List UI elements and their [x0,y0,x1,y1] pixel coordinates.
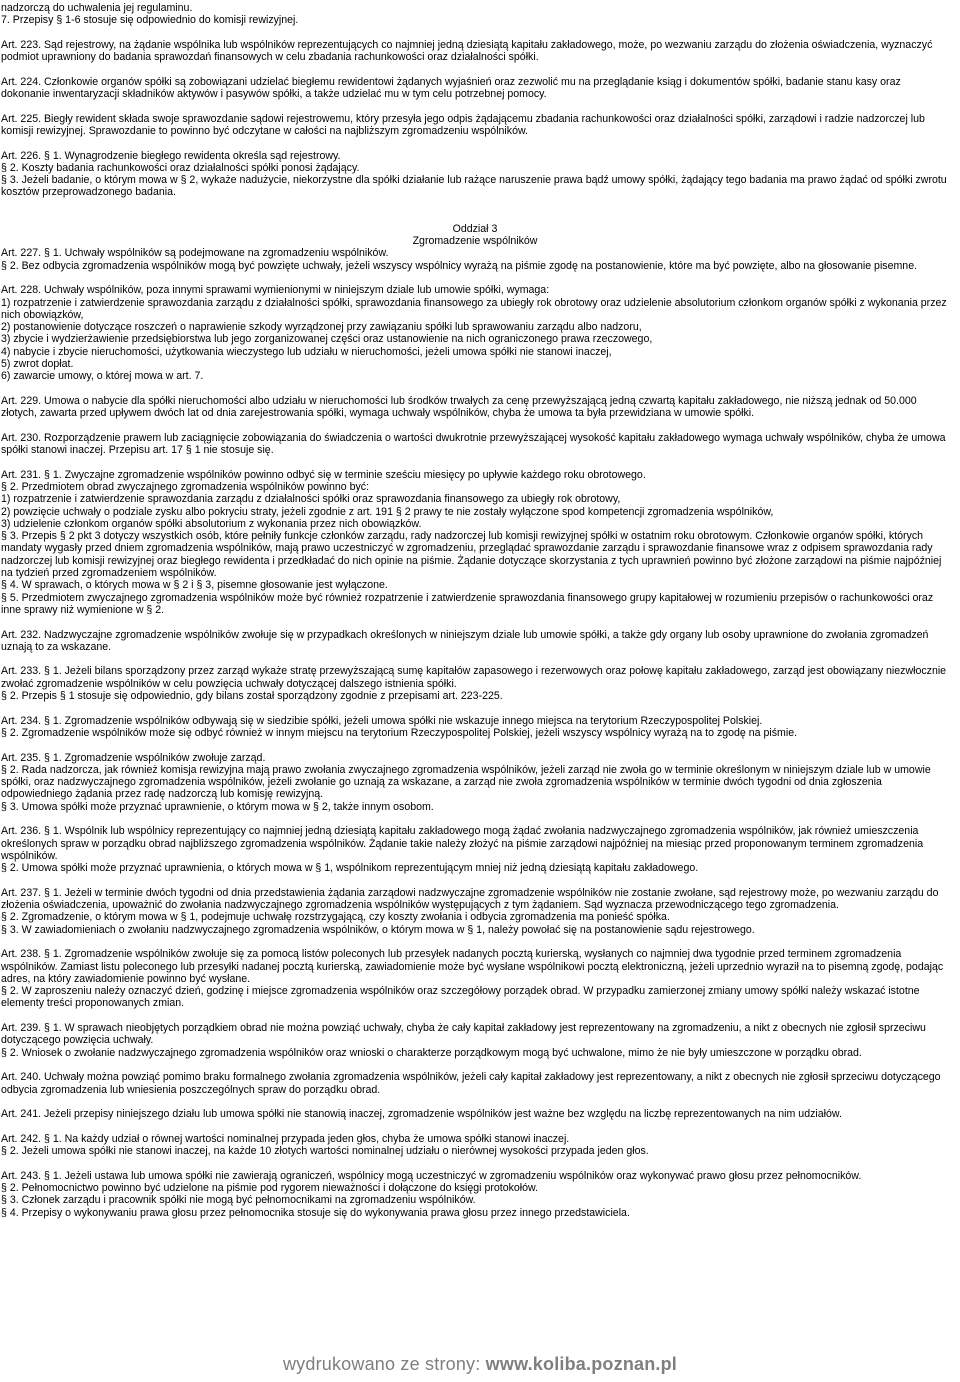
paragraph-line: § 3. Umowa spółki może przyznać uprawnienie, o którym mowa w § 2, także innym osobom. [1,800,434,813]
paragraph-line: Art. 237. § 1. Jeżeli w terminie dwóch tygodni od dnia przedstawienia żądania zarządowi nadzwyczajne zgromadzenie wspólników nie zostanie zwołane, sąd rejestrowy może, po wezwaniu zarządu do złożenia oświadczenia, upoważnić do zwołania nadzwyczajnego zgromadzenia wspólników występujących z tym żądaniem. Sąd wyznacza przewodniczącego tego zgromadzenia. [1,886,939,912]
paragraph-line: 3) udzielenie członkom organów spółki absolutorium z wykonania przez nich obowiązków. [1,517,422,530]
paragraph-line: Art. 235. § 1. Zgromadzenie wspólników zwołuje zarząd. [1,751,266,764]
paragraph-line: § 4. W sprawach, o których mowa w § 2 i § 3, pisemne głosowanie jest wyłączone. [1,579,388,592]
paragraph-line: Art. 227. § 1. Uchwały wspólników są podejmowane na zgromadzeniu wspólników. [1,247,389,260]
article-paragraph [1,1133,949,1158]
paragraph-line: § 2. Przepis § 1 stosuje się odpowiednio, gdy bilans został sporządzony zgodnie z przepisami art. 223-225. [1,690,503,703]
paragraph-line: Art. 230. Rozporządzenie prawem lub zaciągnięcie zobowiązania do świadczenia o wartości dwukrotnie przewyższającej wysokość kapitału zakładowego wymaga uchwały wspólników, chyba że umowa spółki stanowi inaczej. Przepisu art. 17 § 1 nie stosuje się. [1,431,946,457]
paragraph-line: § 3. Jeżeli badanie, o którym mowa w § 2, wykaże nadużycie, niekorzystne dla spółki działanie lub rażące naruszenie prawa bądź umowy spółki, żądający tego badania ma prawo żądać od spółki zwrotu kosztów przeprowadzonego badania. [1,174,947,199]
section-heading [1,223,949,248]
print-footer [0,1354,960,1374]
heading-line: Oddział 3 [452,222,498,235]
footer-site: www.koliba.poznan.pl [485,1354,678,1374]
paragraph-line: § 2. Zgromadzenie, o którym mowa w § 1, podejmuje uchwałę rozstrzygającą, czy koszty zwołania i odbycia zgromadzenia ma ponieść spółka. [1,911,670,924]
document-body [1,2,949,1219]
article-paragraph [1,752,949,813]
paragraph-line: 1) rozpatrzenie i zatwierdzenie sprawozdania zarządu z działalności spółki, sprawozdania finansowego za ubiegły rok obrotowy oraz udzielenie absolutorium członkom organów spółki z wykonania przez nich obowiązków, [1,296,947,321]
paragraph-line: Art. 232. Nadzwyczajne zgromadzenie wspólników zwołuje się w przypadkach określonych w niniejszym dziale lub umowie spółki, a także gdy organy lub osoby uprawnione do zwołania zgromadzeń uznają to za wskazane. [1,628,929,653]
paragraph-line: Art. 229. Umowa o nabycie dla spółki nieruchomości albo udziału w nieruchomości lub środków trwałych za cenę przewyższającą jedną czwartą kapitału zakładowego, nie niższą jednak od 50.000 złotych, zawarta przed upływem dwóch lat od dnia zarejestrowania spółki, wymaga uchwały wspólników, chyba że umowa ta była przewidziana w umowie spółki. [1,394,917,420]
paragraph-line: 2) postanowienie dotyczące roszczeń o naprawienie szkody wyrządzonej przy zawiązaniu spółki lub sprawowaniu zarządu albo nadzoru, [1,321,642,334]
paragraph-line: § 2. Pełnomocnictwo powinno być udzielone na piśmie pod rygorem nieważności i dołączone do księgi protokołów. [1,1181,539,1194]
paragraph-line: § 3. W zawiadomieniach o zwołaniu nadzwyczajnego zgromadzenia wspólników, o którym mowa w § 1, należy powołać się na postanowienie sądu rejestrowego. [1,923,755,936]
paragraph-line: nadzorczą do uchwalenia jej regulaminu. [1,2,193,14]
paragraph-line: § 2. Rada nadzorcza, jak również komisja rewizyjna mają prawo zwołania zwyczajnego zgromadzenia wspólników, jeżeli zarząd nie zwoła go w terminie określonym w niniejszym dziale lub w umowie spółki, oraz nadzwyczajnego zgromadzenia wspólników, jeżeli zwołanie go uznają za wskazane, a zarząd nie zwoła zgromadzenia wspólników w terminie dwóch tygodni od dnia zgłoszenia odpowiedniego żądania przez radę nadzorczą lub komisję rewizyjną. [1,763,931,801]
paragraph-line: Art. 226. § 1. Wynagrodzenie biegłego rewidenta określa sąd rejestrowy. [1,149,341,162]
paragraph-line: Art. 224. Członkowie organów spółki są zobowiązani udzielać biegłemu rewidentowi żądanych wyjaśnień oraz zezwolić mu na przeglądanie ksiąg i dokumentów spółki, badanie stanu kasy oraz dokonanie inwentaryzacji składników aktywów i pasywów spółki, a także udzielać mu w tym celu potrzebnej pomocy. [1,75,901,101]
paragraph-line: Art. 243. § 1. Jeżeli ustawa lub umowa spółki nie zawierają ograniczeń, wspólnicy mogą uczestniczyć w zgromadzeniu wspólników oraz wykonywać prawo głosu przez pełnomocników. [1,1169,862,1182]
paragraph-line: § 2. Jeżeli umowa spółki nie stanowi inaczej, na każde 10 złotych wartości nominalnej udziału o nierównej wysokości przypada jeden głos. [1,1145,649,1158]
paragraph-line: 4) nabycie i zbycie nieruchomości, użytkowania wieczystego lub udziału w nieruchomości, jeżeli umowa spółki nie stanowi inaczej, [1,345,612,358]
article-paragraph [1,284,949,382]
paragraph-line: Art. 236. § 1. Wspólnik lub wspólnicy reprezentujący co najmniej jedną dziesiątą kapitału zakładowego mogą żądać zwołania nadzwyczajnego zgromadzenia wspólników, jak również umieszczenia określonych spraw w porządku obrad najbliższego zgromadzenia wspólników. Żądanie takie należy złożyć na piśmie zarządowi najpóźniej na miesiąc przed proponowanym terminem zgromadzenia wspólników. [1,825,924,862]
article-paragraph [1,887,949,936]
paragraph-line: § 3. Przepis § 2 pkt 3 dotyczy wszystkich osób, które pełniły funkcje członków zarządu, rady nadzorczej lub komisji rewizyjnej spółki w ostatnim roku obrotowym. Członkowie organów spółki, których mandaty wygasły przed dniem zgromadzenia wspólników, mają prawo uczestniczyć w zgromadzeniu, przeglądać sprawozdanie zarządu i sprawozdanie finansowe wraz z odpisem sprawozdania rady nadzorczej lub komisji rewizyjnej oraz biegłego rewidenta i przedkładać do nich opinie na piśmie. Żądanie dotyczące skorzystania z tych uprawnień powinno być złożone zarządowi na piśmie najpóźniej na tydzień przed zgromadzeniem wspólników. [1,530,942,580]
paragraph-line: § 2. Przedmiotem obrad zwyczajnego zgromadzenia wspólników powinno być: [1,480,370,493]
paragraph-line: Art. 234. § 1. Zgromadzenie wspólników odbywają się w siedzibie spółki, jeżeli umowa spółki nie wskazuje innego miejsca na terytorium Rzeczypospolitej Polskiej. [1,714,763,727]
article-paragraph [1,825,949,874]
article-paragraph [1,76,949,101]
paragraph-line: § 5. Przedmiotem zwyczajnego zgromadzenia wspólników może być również rozpatrzenie i zatwierdzenie sprawozdania finansowego grupy kapitałowej w rozumieniu przepisów o rachunkowości oraz inne sprawy niż wymienione w § 2. [1,591,934,616]
paragraph-line: Art. 228. Uchwały wspólników, poza innymi sprawami wymienionymi w niniejszym dziale lub umowie spółki, wymaga: [1,284,550,297]
article-paragraph [1,948,949,1009]
paragraph-line: Art. 231. § 1. Zwyczajne zgromadzenie wspólników powinno odbyć się w terminie sześciu miesięcy po upływie każdego roku obrotowego. [1,468,646,481]
article-paragraph [1,2,949,27]
heading-line: Zgromadzenie wspólników [412,235,538,248]
paragraph-line: Art. 241. Jeżeli przepisy niniejszego działu lub umowa spółki nie stanowią inaczej, zgromadzenie wspólników jest ważne bez względu na liczbę reprezentowanych na nim udziałów. [1,1108,842,1121]
article-paragraph [1,395,949,420]
paragraph-line: 3) zbycie i wydzierżawienie przedsiębiorstwa lub jego zorganizowanej części oraz ustanowienie na nich ograniczonego prawa rzeczowego, [1,333,653,346]
paragraph-line: 1) rozpatrzenie i zatwierdzenie sprawozdania zarządu z działalności spółki oraz sprawozdania finansowego za ubiegły rok obrotowy, [1,493,621,506]
article-paragraph [1,1071,949,1096]
paragraph-line: § 2. Koszty badania rachunkowości oraz działalności spółki ponosi żądający. [1,161,360,174]
article-paragraph [1,469,949,617]
paragraph-line: Art. 223. Sąd rejestrowy, na żądanie wspólnika lub wspólników reprezentujących co najmniej jedną dziesiątą kapitału zakładowego, może, po wezwaniu zarządu do złożenia oświadczenia, wyznaczyć podmiot uprawniony do badania sprawozdań finansowych w celu zbadania rachunkowości oraz działalności spółki. [1,38,933,64]
paragraph-line: 2) powzięcie uchwały o podziale zysku albo pokryciu straty, jeżeli zgodnie z art. 191 § 2 prawy te nie zostały wyłączone spod kompetencji zgromadzenia wspólników, [1,505,774,518]
article-paragraph [1,1108,949,1120]
paragraph-line: 5) zwrot dopłat. [1,358,74,371]
paragraph-line: § 4. Przepisy o wykonywaniu prawa głosu przez pełnomocnika stosuje się do wykonywania prawa głosu przez innego przedstawiciela. [1,1206,630,1219]
footer-prefix: wydrukowano ze strony: [282,1354,486,1374]
article-paragraph [1,150,949,199]
paragraph-line: Art. 233. § 1. Jeżeli bilans sporządzony przez zarząd wykaże stratę przewyższającą sumę kapitałów zapasowego i rezerwowych oraz połowę kapitału zakładowego, zarząd jest obowiązany niezwłocznie zwołać zgromadzenie wspólników w celu powzięcia uchwały dotyczącej dalszego istnienia spółki. [1,665,947,690]
paragraph-line: § 2. Bez odbycia zgromadzenia wspólników mogą być powzięte uchwały, jeżeli wszyscy wspólnicy wyrażą na piśmie zgodę na postanowienie, które ma być powzięte, albo na głosowanie pisemne. [1,259,918,272]
article-paragraph [1,665,949,702]
paragraph-line: § 3. Członek zarządu i pracownik spółki nie mogą być pełnomocnikami na zgromadzeniu wspólników. [1,1194,476,1207]
article-paragraph [1,715,949,740]
paragraph-line: 7. Przepisy § 1-6 stosuje się odpowiednio do komisji rewizyjnej. [1,14,299,27]
article-paragraph [1,113,949,138]
paragraph-line: Art. 238. § 1. Zgromadzenie wspólników zwołuje się za pomocą listów poleconych lub przesyłek nadanych pocztą kurierską, wysłanych co najmniej dwa tygodnie przed terminem zgromadzenia wspólników. Zamiast listu poleconego lub przesyłki nadanej pocztą kurierską, zawiadomienie może być wysłane wspólnikowi pocztą elektroniczną, jeżeli uprzednio wyraził na to pisemną zgodę, podając adres, na który zawiadomienie powinno być wysłane. [1,948,944,985]
paragraph-line: § 2. Wniosek o zwołanie nadzwyczajnego zgromadzenia wspólników oraz wnioski o charakterze porządkowym mogą być uchwalone, mimo że nie były umieszczone w porządku obrad. [1,1046,862,1059]
article-paragraph [1,247,949,272]
paragraph-line: Art. 239. § 1. W sprawach nieobjętych porządkiem obrad nie można powziąć uchwały, chyba że cały kapitał zakładowy jest reprezentowany na zgromadzeniu, a nikt z obecnych nie zgłosił sprzeciwu dotyczącego powzięcia uchwały. [1,1022,926,1047]
article-paragraph [1,39,949,64]
paragraph-line: § 2. W zaproszeniu należy oznaczyć dzień, godzinę i miejsce zgromadzenia wspólników oraz szczegółowy porządek obrad. W przypadku zamierzonej zmiany umowy spółki należy wskazać istotne elementy treści proponowanych zmian. [1,985,920,1010]
paragraph-line: Art. 242. § 1. Na każdy udział o równej wartości nominalnej przypada jeden głos, chyba że umowa spółki stanowi inaczej. [1,1132,570,1145]
paragraph-line: Art. 240. Uchwały można powziąć pomimo braku formalnego zwołania zgromadzenia wspólników, jeżeli cały kapitał zakładowy jest reprezentowany, a nikt z obecnych nie zgłosił sprzeciwu dotyczącego odbycia zgromadzenia lub wniesienia poszczególnych spraw do porządku obrad. [1,1071,941,1096]
paragraph-line: Art. 225. Biegły rewident składa swoje sprawozdanie sądowi rejestrowemu, który przesyła jego odpis żądającemu zbadania rachunkowości oraz działalności spółki, zarządowi i radzie nadzorczej lub komisji rewizyjnej. Sprawozdanie to powinno być odczytane w całości na najbliższym zgromadzeniu wspólników. [1,112,925,137]
article-paragraph [1,629,949,654]
paragraph-line: 6) zawarcie umowy, o której mowa w art. 7. [1,370,204,383]
article-paragraph [1,432,949,457]
paragraph-line: § 2. Zgromadzenie wspólników może się odbyć również w innym miejscu na terytorium Rzeczypospolitej Polskiej, jeżeli wszyscy wspólnicy wyrażą na to zgodę na piśmie. [1,726,798,739]
article-paragraph [1,1022,949,1059]
article-paragraph [1,1170,949,1219]
paragraph-line: § 2. Umowa spółki może przyznać uprawnienia, o których mowa w § 1, wspólnikom reprezentującym mniej niż jedną dziesiątą kapitału zakładowego. [1,862,699,875]
